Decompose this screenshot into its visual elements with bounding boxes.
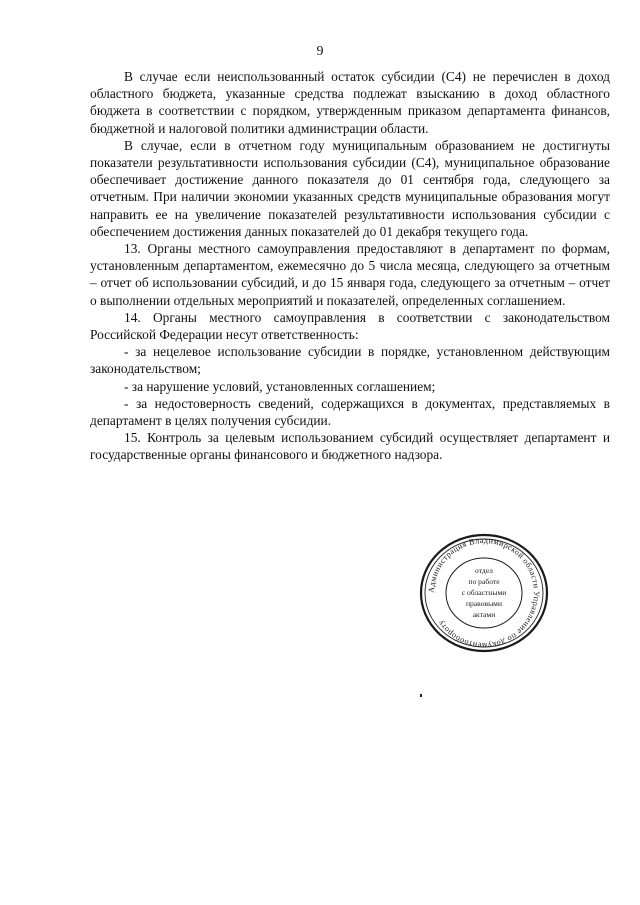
list-item-misuse: - за нецелевое использование субсидии в порядке, установленном действующим законодательством; [90,344,610,377]
seal-outer-text: Администрация Владимирской области Управление по документообороту [426,535,542,651]
document-body [90,68,610,464]
paragraph-item-13-reporting: 13. Органы местного самоуправления предоставляют в департамент по формам, установленным департаментом, ежемесячно до 5 числа месяца, следующего за отчетным – отчет об использовании субсидий, и до 15 января года, следующего за отчетным – отчет о выполнении отдельных мероприятий и показателей, определенных соглашением. [90,241,610,308]
seal-inner-line: с областными [461,588,507,597]
stray-ink-mark [420,694,422,697]
seal-inner-line: правовыми [465,599,503,608]
page-number: 9 [316,44,324,59]
seal-inner-line: актами [472,610,496,619]
list-item-inaccuracy: - за недостоверность сведений, содержащихся в документах, представляемых в департамент в целях получения субсидии. [90,395,610,429]
paragraph-item-15-control: 15. Контроль за целевым использованием субсидий осуществляет департамент и государственные органы финансового и бюджетного надзора. [90,430,610,463]
paragraph-unreturned-balance: В случае если неиспользованный остаток субсидии (С4) не перечислен в доход областного бюджета, указанные средства подлежат взысканию в доход областного бюджета в соответствии с порядком, утвержденным приказом департамента финансов, бюджетной и налоговой политики администрации области. [90,69,610,136]
paragraph-item-14-responsibility: 14. Органы местного самоуправления в соответствии с законодательством Российской Федерации несут ответственность: [90,309,610,343]
list-item-violation: - за нарушение условий, установленных соглашением; [124,378,436,394]
seal-inner-line: отдел [475,566,493,575]
official-seal-stamp [418,532,550,654]
seal-inner-line: по работе [468,577,500,586]
paragraph-performance-indicators: В случае, если в отчетном году муниципальным образованием не достигнуты показатели результативности использования субсидии (С4), муниципальное образование обеспечивает достижение данного показателя до 01 сентября года, следующего за отчетным. При наличии экономии указанных средств муниципальные образования могут направить ее на увеличение показателей результативности использования субсидии с обеспечением достижения данных показателей до 01 декабря текущего года. [90,137,610,239]
